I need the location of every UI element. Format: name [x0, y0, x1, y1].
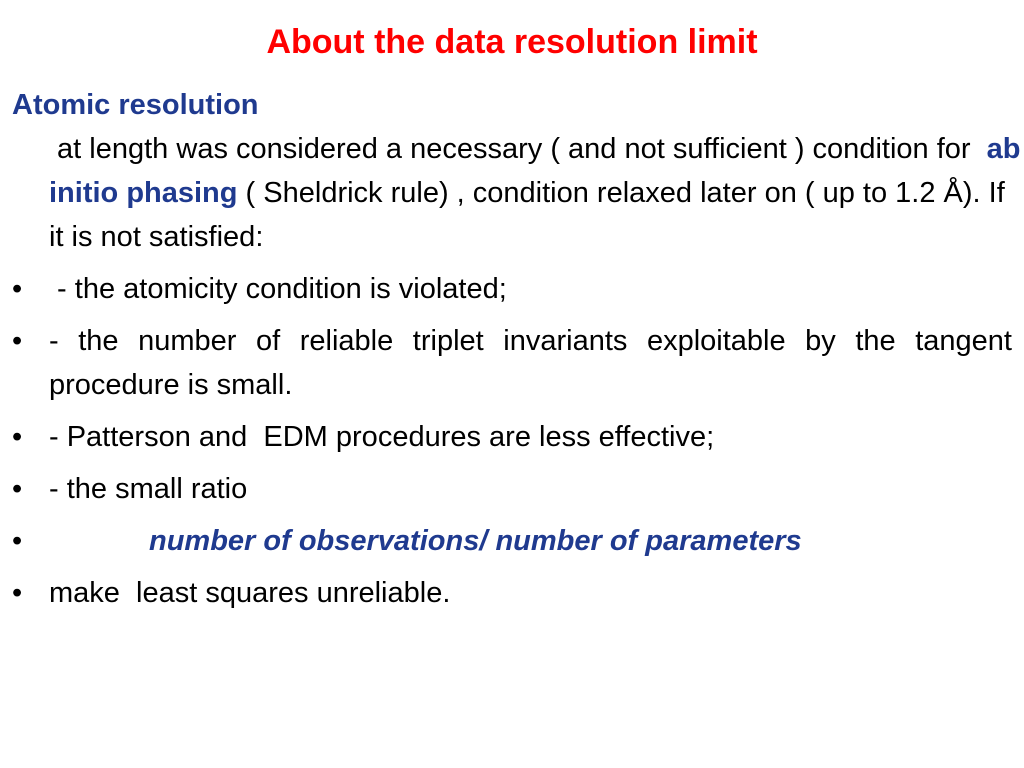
bullet-marker: • — [12, 421, 23, 453]
bullet-item-atomicity — [12, 267, 1012, 311]
slide-title: About the data resolution limit — [266, 23, 758, 61]
intro-paragraph — [12, 83, 1021, 259]
bullet-item-small-ratio — [12, 467, 1012, 511]
bullet-marker: • — [12, 525, 23, 557]
bullet-marker: • — [12, 273, 23, 305]
bullet-item-triplets — [12, 319, 1012, 407]
bullet-text: - the number of reliable triplet invariants exploitable by the tangent procedure is small. — [49, 325, 1012, 401]
atomic-resolution-term: Atomic resolution — [12, 89, 259, 121]
bullet-item-ratio-definition — [12, 519, 1012, 563]
bullet-item-least-squares — [12, 571, 1012, 615]
bullet-text: - the atomicity condition is violated; — [49, 273, 507, 305]
bullet-marker: • — [12, 577, 23, 609]
ab-initio-phasing-term: ab initio phasing — [49, 133, 1021, 209]
bullet-marker: • — [12, 325, 23, 357]
ratio-definition-text: number of observations/ number of parameters — [149, 525, 802, 557]
intro-text-1: at length was considered a necessary ( and not sufficient ) condition for — [49, 133, 987, 165]
slide-body — [12, 83, 1021, 615]
bullet-text: - Patterson and EDM procedures are less effective; — [49, 421, 715, 453]
bullet-item-patterson — [12, 415, 1012, 459]
intro-text-2: ( Sheldrick rule) , condition relaxed later on ( up to 1.2 Å). If it is not satisfied: — [49, 177, 1005, 253]
bullet-text: - the small ratio — [49, 473, 248, 505]
bullet-marker: • — [12, 473, 23, 505]
bullet-text: make least squares unreliable. — [49, 577, 451, 609]
